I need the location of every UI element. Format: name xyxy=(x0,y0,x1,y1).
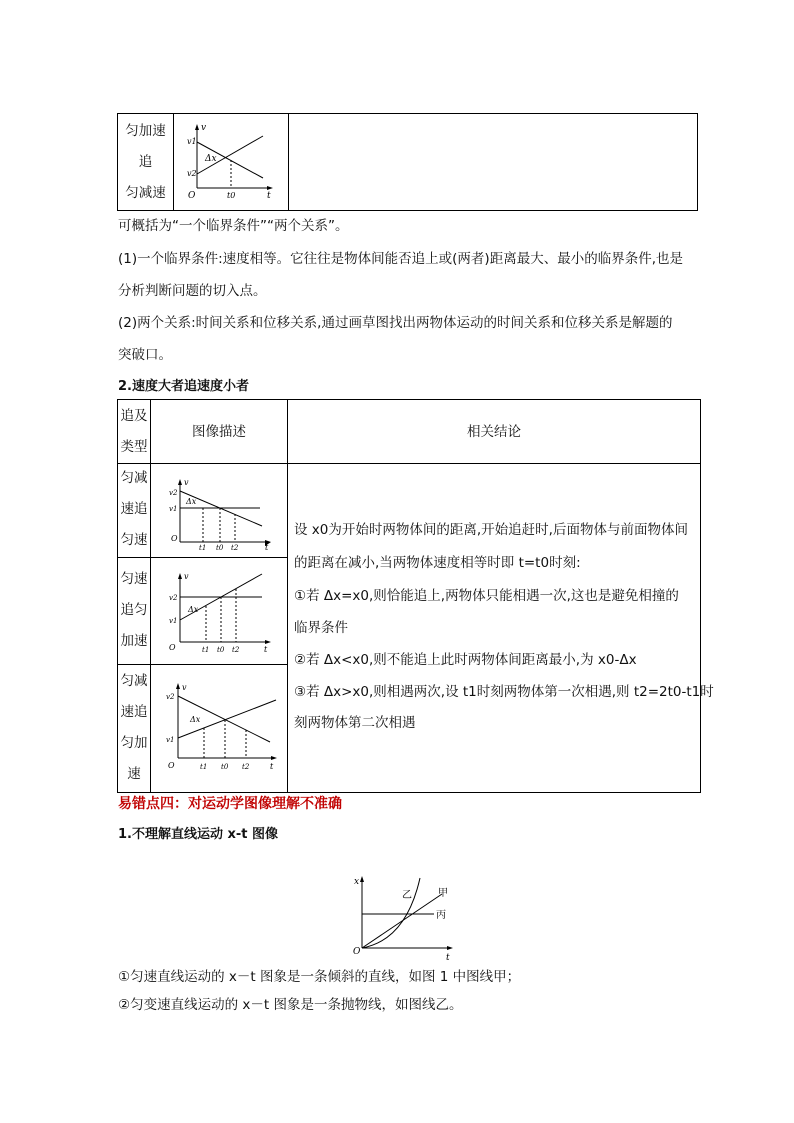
row-label-line: 速追 xyxy=(120,501,148,517)
axis-t-label: t xyxy=(264,645,268,654)
row-label-line: 匀速 xyxy=(120,571,148,587)
v1-label: v1 xyxy=(169,505,178,513)
t2-label: t2 xyxy=(242,763,250,771)
error-point-heading: 易错点四：对运动学图像理解不准确 xyxy=(118,796,342,812)
vt-graph-row3 xyxy=(158,680,282,772)
conclusion-case3-line1: ③若 Δx>x0,则相遇两次,设 t1时刻两物体第一次相遇,则 t2=2t0-t1时 xyxy=(294,684,714,700)
axis-x-label: x xyxy=(354,877,360,887)
conclusion-case1-line1: ①若 Δx=x0,则恰能追上,两物体只能相遇一次,这也是避免相撞的 xyxy=(294,588,679,604)
summary-item2-line1: (2)两个关系:时间关系和位移关系,通过画草图找出两物体运动的时间关系和位移关系是解题的 xyxy=(118,315,673,331)
t0-label: t0 xyxy=(227,191,236,200)
row-label-line: 匀减 xyxy=(120,470,148,486)
axis-v-label: v xyxy=(201,123,207,133)
v2-label: v2 xyxy=(169,489,178,497)
delta-x-label: Δx xyxy=(188,605,199,614)
t0-label: t0 xyxy=(217,646,225,654)
row3-label xyxy=(118,666,150,790)
label-line: 追 xyxy=(138,154,153,170)
header-type-line: 类型 xyxy=(120,439,148,455)
t1-label: t1 xyxy=(199,544,207,552)
axis-v-label: v xyxy=(184,478,189,487)
header-type xyxy=(118,401,150,463)
vt-graph-row1 xyxy=(158,476,276,552)
summary-item1-line1: (1)一个临界条件:速度相等。它往往是物体间能否追上或(两者)距离最大、最小的临界条件,也是 xyxy=(118,251,683,267)
origin-label: O xyxy=(171,534,178,543)
conclusion-case3-line2: 刻两物体第二次相遇 xyxy=(294,715,416,731)
header-type-line: 追及 xyxy=(120,408,148,424)
axis-v-label: v xyxy=(184,572,189,581)
t1-label: t1 xyxy=(200,763,208,771)
line-jia-label: 甲 xyxy=(438,888,448,899)
v2-label: v2 xyxy=(169,594,178,602)
v2-label: v2 xyxy=(166,693,175,701)
xt-graph xyxy=(348,870,463,962)
delta-x-label: Δx xyxy=(190,715,201,724)
v1-label: v1 xyxy=(187,137,197,146)
row-label-line: 匀速 xyxy=(120,532,148,548)
vt-graph-row2 xyxy=(158,570,276,656)
delta-x-label: Δx xyxy=(205,154,217,164)
label-line: 匀减速 xyxy=(125,185,166,201)
header-graph: 图像描述 xyxy=(192,424,246,440)
t1-label: t1 xyxy=(202,646,210,654)
row-label-line: 速追 xyxy=(120,704,148,720)
table-1-row-label xyxy=(118,116,173,209)
row-label-line: 速 xyxy=(127,766,141,782)
label-line: 匀加速 xyxy=(125,123,166,139)
origin-label: O xyxy=(169,643,176,652)
conclusion-case2: ②若 Δx<x0,则不能追上此时两物体间距离最小,为 x0-Δx xyxy=(294,652,637,668)
vt-graph-accelerating-vs-decelerating xyxy=(185,120,280,205)
v2-label: v2 xyxy=(187,169,197,178)
row-label-line: 加速 xyxy=(120,633,148,649)
origin-label: O xyxy=(353,947,361,957)
axis-t-label: t xyxy=(270,762,274,771)
xt-graph-subheading: 1.不理解直线运动 x-t 图像 xyxy=(118,827,279,842)
conclusion-p1: 设 x0为开始时两物体间的距离,开始追赶时,后面物体与前面物体间 xyxy=(294,522,688,538)
t2-label: t2 xyxy=(231,544,239,552)
xt-note-line1: ①匀速直线运动的 x－t 图象是一条倾斜的直线，如图 1 中图线甲； xyxy=(118,969,521,985)
origin-label: O xyxy=(188,191,196,201)
axis-t-label: t xyxy=(267,191,271,201)
row-label-line: 追匀 xyxy=(120,602,148,618)
axis-t-label: t xyxy=(446,953,450,962)
t0-label: t0 xyxy=(216,544,224,552)
row-label-line: 匀加 xyxy=(120,735,148,751)
delta-x-label: Δx xyxy=(186,497,197,506)
summary-item2-line2: 突破口。 xyxy=(118,347,172,363)
xt-note-line2: ②匀变速直线运动的 x－t 图象是一条抛物线，如图线乙。 xyxy=(118,997,463,1013)
v1-label: v1 xyxy=(169,617,178,625)
origin-label: O xyxy=(168,761,175,770)
summary-intro: 可概括为“一个临界条件”“两个关系”。 xyxy=(118,218,349,234)
axis-v-label: v xyxy=(182,683,187,692)
conclusion-p2: 的距离在减小,当两物体速度相等时即 t=t0时刻: xyxy=(294,555,581,571)
summary-item1-line2: 分析判断问题的切入点。 xyxy=(118,283,267,299)
v1-label: v1 xyxy=(166,736,175,744)
t0-label: t0 xyxy=(221,763,229,771)
line-bing-label: 丙 xyxy=(436,910,446,921)
row2-label xyxy=(118,564,150,657)
row1-label xyxy=(118,463,150,556)
conclusion-case1-line2: 临界条件 xyxy=(294,620,348,636)
section2-heading: 2.速度大者追速度小者 xyxy=(118,379,249,394)
axis-t-label: t xyxy=(265,543,269,552)
header-conclusion: 相关结论 xyxy=(467,424,521,440)
curve-yi-label: 乙 xyxy=(402,890,412,901)
t2-label: t2 xyxy=(232,646,240,654)
row-label-line: 匀减 xyxy=(120,673,148,689)
